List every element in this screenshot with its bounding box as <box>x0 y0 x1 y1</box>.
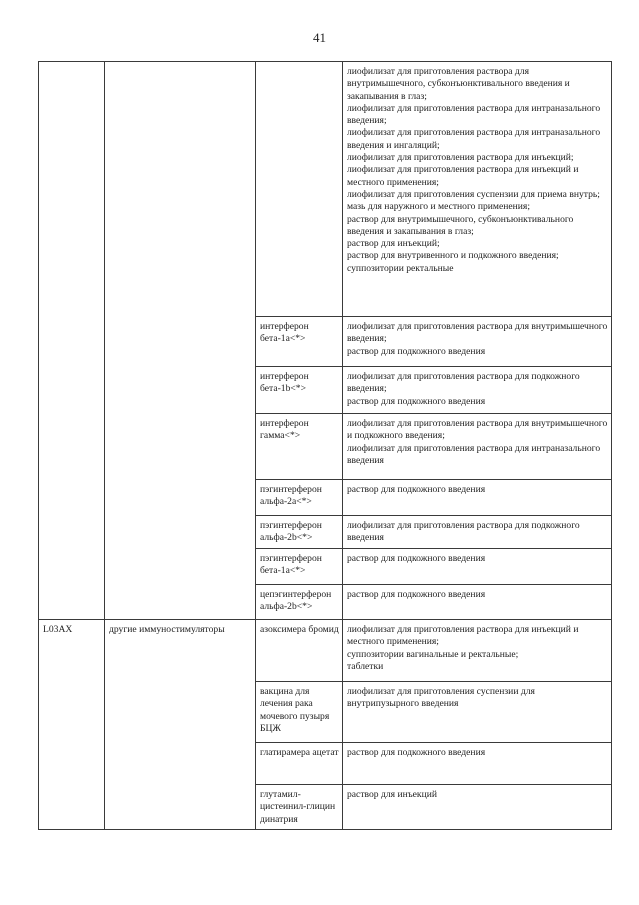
table-row <box>39 62 612 317</box>
dosage-forms-cell <box>343 367 612 414</box>
group-cell <box>105 585 256 620</box>
code-cell <box>39 367 105 414</box>
dosage-form-line: лиофилизат для приготовления раствора для внутримышечного и подкожного введения; <box>347 418 608 442</box>
group-cell <box>105 682 256 743</box>
drug-name-cell: вакцина для лечения рака мочевого пузыря БЦЖ <box>256 682 343 743</box>
dosage-forms-cell <box>343 414 612 480</box>
table-row <box>39 620 612 682</box>
dosage-form-line: суппозитории ректальные <box>347 262 454 274</box>
group-cell <box>105 785 256 830</box>
dosage-forms-cell <box>343 682 612 743</box>
code-cell: L03AX <box>39 620 105 682</box>
dosage-form-line: лиофилизат для приготовления раствора для подкожного введения; <box>347 371 580 395</box>
drug-name-cell: интерферон бета-1b<*> <box>256 367 343 414</box>
table-row <box>39 516 612 549</box>
code-cell <box>39 743 105 785</box>
dosage-forms-cell <box>343 317 612 367</box>
table-row <box>39 549 612 585</box>
dosage-form-line: раствор для подкожного введения <box>347 484 486 495</box>
dosage-form-line: лиофилизат для приготовления раствора для инъекций и местного применения; <box>347 624 579 648</box>
table-row <box>39 743 612 785</box>
dosage-form-line: раствор для подкожного введения <box>347 589 486 600</box>
dosage-forms-cell <box>343 743 612 785</box>
dosage-forms-cell <box>343 516 612 549</box>
table-row <box>39 414 612 480</box>
group-cell <box>105 414 256 480</box>
dosage-form-line: лиофилизат для приготовления суспензии для внутрипузырного введения <box>347 686 535 710</box>
group-cell <box>105 549 256 585</box>
dosage-form-line: лиофилизат для приготовления раствора для интраназального введения <box>347 442 601 466</box>
code-cell <box>39 549 105 585</box>
dosage-form-line: лиофилизат для приготовления суспензии для приема внутрь; <box>347 188 600 200</box>
drug-name-cell: пэгинтерферон альфа-2a<*> <box>256 480 343 516</box>
dosage-form-line: лиофилизат для приготовления раствора для интраназального введения и ингаляций; <box>347 127 601 151</box>
code-cell <box>39 682 105 743</box>
dosage-form-line: раствор для инъекций <box>347 789 437 800</box>
dosage-forms-cell <box>343 585 612 620</box>
drug-name-cell: пэгинтерферон бета-1a<*> <box>256 549 343 585</box>
group-cell <box>105 317 256 367</box>
table-row <box>39 682 612 743</box>
table-row <box>39 317 612 367</box>
dosage-form-line: таблетки <box>347 660 384 672</box>
dosage-form-line: раствор для подкожного введения <box>347 395 486 407</box>
drug-name-cell: цепэгинтерферон альфа-2b<*> <box>256 585 343 620</box>
drug-name-cell: интерферон гамма<*> <box>256 414 343 480</box>
code-cell <box>39 414 105 480</box>
dosage-form-line: лиофилизат для приготовления раствора для подкожного введения <box>347 520 580 544</box>
dosage-forms-cell <box>343 549 612 585</box>
table-row <box>39 585 612 620</box>
table-row <box>39 480 612 516</box>
dosage-form-line: лиофилизат для приготовления раствора для инъекций и местного применения; <box>347 164 579 188</box>
dosage-form-line: суппозитории вагинальные и ректальные; <box>347 648 519 660</box>
dosage-form-line: раствор для инъекций; <box>347 238 440 250</box>
dosage-form-line: лиофилизат для приготовления раствора для интраназального введения; <box>347 102 601 127</box>
dosage-form-line: раствор для внутривенного и подкожного введения; <box>347 250 559 262</box>
group-cell <box>105 516 256 549</box>
drug-name-cell: глутамил-цистеинил-глицин динатрия <box>256 785 343 830</box>
code-cell <box>39 785 105 830</box>
drug-name-cell <box>256 62 343 317</box>
drug-name-cell: пэгинтерферон альфа-2b<*> <box>256 516 343 549</box>
table-row <box>39 367 612 414</box>
group-cell: другие иммуностимуляторы <box>105 620 256 682</box>
dosage-forms-cell <box>343 62 612 317</box>
drug-name-cell: интерферон бета-1a<*> <box>256 317 343 367</box>
group-cell <box>105 62 256 317</box>
dosage-form-line: мазь для наружного и местного применения; <box>347 201 530 213</box>
dosage-form-line: раствор для подкожного введения <box>347 747 486 758</box>
dosage-forms-cell <box>343 480 612 516</box>
code-cell <box>39 516 105 549</box>
dosage-form-line: раствор для подкожного введения <box>347 553 486 564</box>
dosage-form-line: лиофилизат для приготовления раствора для внутримышечного введения; <box>347 321 608 345</box>
dosage-form-line: лиофилизат для приготовления раствора для внутримышечного, субконъюнктивального введения и закапывания в глаз; <box>347 66 570 102</box>
table-row <box>39 785 612 830</box>
code-cell <box>39 62 105 317</box>
dosage-form-line: лиофилизат для приготовления раствора для инъекций; <box>347 152 574 164</box>
dosage-form-line: раствор для внутримышечного, субконъюнктивального введения и закапывания в глаз; <box>347 213 574 237</box>
group-cell <box>105 480 256 516</box>
dosage-form-line: раствор для подкожного введения <box>347 345 486 357</box>
dosage-forms-cell <box>343 785 612 830</box>
code-cell <box>39 317 105 367</box>
group-cell <box>105 367 256 414</box>
page-number: 41 <box>313 30 326 45</box>
code-cell <box>39 480 105 516</box>
dosage-forms-cell <box>343 620 612 682</box>
drug-name-cell: глатирамера ацетат <box>256 743 343 785</box>
group-cell <box>105 743 256 785</box>
code-cell <box>39 585 105 620</box>
drug-name-cell: азоксимера бромид <box>256 620 343 682</box>
drug-list-table <box>38 61 612 830</box>
